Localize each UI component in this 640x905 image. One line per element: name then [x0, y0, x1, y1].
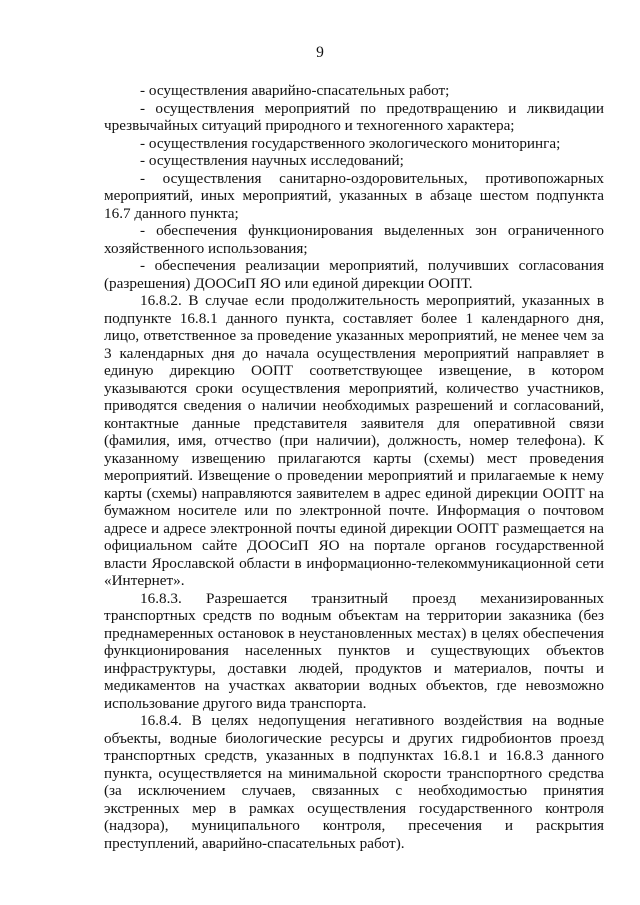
paragraph-sanitary-fire-measures: - осуществления санитарно-оздоровительных, противопожарных мероприятий, иных мероприятий, указанных в абзаце шестом подпункта 16.7 данного пункта; [104, 169, 604, 222]
paragraph-16-8-3: 16.8.3. Разрешается транзитный проезд механизированных транспортных средств по водным объектам на территории заказника (без преднамеренных остановок в неустановленных местах) в целях обеспечения функционирования населенных пунктов и существующих объектов инфраструктуры, доставки людей, продуктов и материалов, почты и медикаментов на участках акватории водных объектов, где невозможно использование другого вида транспорта. [104, 589, 604, 712]
paragraph-16-8-2: 16.8.2. В случае если продолжительность мероприятий, указанных в подпункте 16.8.1 данного пункта, составляет более 1 календарного дня, лицо, ответственное за проведение указанных мероприятий, не менее чем за 3 календарных дня до начала осуществления мероприятий направляет в единую дирекцию ООПТ соответствующее извещение, в котором указываются сроки осуществления мероприятий, количество участников, приводятся сведения о наличии необходимых разрешений и согласований, контактные данные представителя заявителя для оперативной связи (фамилия, имя, отчество (при наличии), должность, номер телефона). К указанному извещению прилагаются карты (схемы) мест проведения мероприятий. Извещение о проведении мероприятий и прилагаемые к нему карты (схемы) направляются заявителем в адрес единой дирекции ООПТ на бумажном носителе или по электронной почте. Информация о почтовом адресе и адресе электронной почты единой дирекции ООПТ размещается на официальном сайте ДООСиП ЯО на портале органов государственной власти Ярославской области в информационно-телекоммуникационной сети «Интернет». [104, 292, 604, 589]
paragraph-limited-use-zones: - обеспечения функционирования выделенных зон ограниченного хозяйственного использования; [104, 222, 604, 257]
paragraph-16-8-4: 16.8.4. В целях недопущения негативного воздействия на водные объекты, водные биологические ресурсы и других гидробионтов проезд транспортных средств, указанных в подпунктах 16.8.1 и 16.8.3 данного пункта, осуществляется на минимальной скорости транспортного средства (за исключением случаев, связанных с необходимостью принятия экстренных мер в рамках осуществления государственного контроля (надзора), муниципального контроля, пресечения и раскрытия преступлений, аварийно-спасательных работ). [104, 712, 604, 852]
paragraph-approved-measures: - обеспечения реализации мероприятий, получивших согласования (разрешения) ДООСиП ЯО или единой дирекции ООПТ. [104, 257, 604, 292]
page-number: 9 [316, 44, 324, 61]
paragraph-ecological-monitoring: - осуществления государственного экологического мониторинга; [140, 134, 561, 152]
paragraph-rescue-works: - осуществления аварийно-спасательных работ; [140, 82, 450, 99]
document-body [104, 82, 604, 852]
paragraph-scientific-research: - осуществления научных исследований; [140, 152, 404, 169]
paragraph-emergency-prevention: - осуществления мероприятий по предотвращению и ликвидации чрезвычайных ситуаций природного и техногенного характера; [104, 99, 604, 134]
